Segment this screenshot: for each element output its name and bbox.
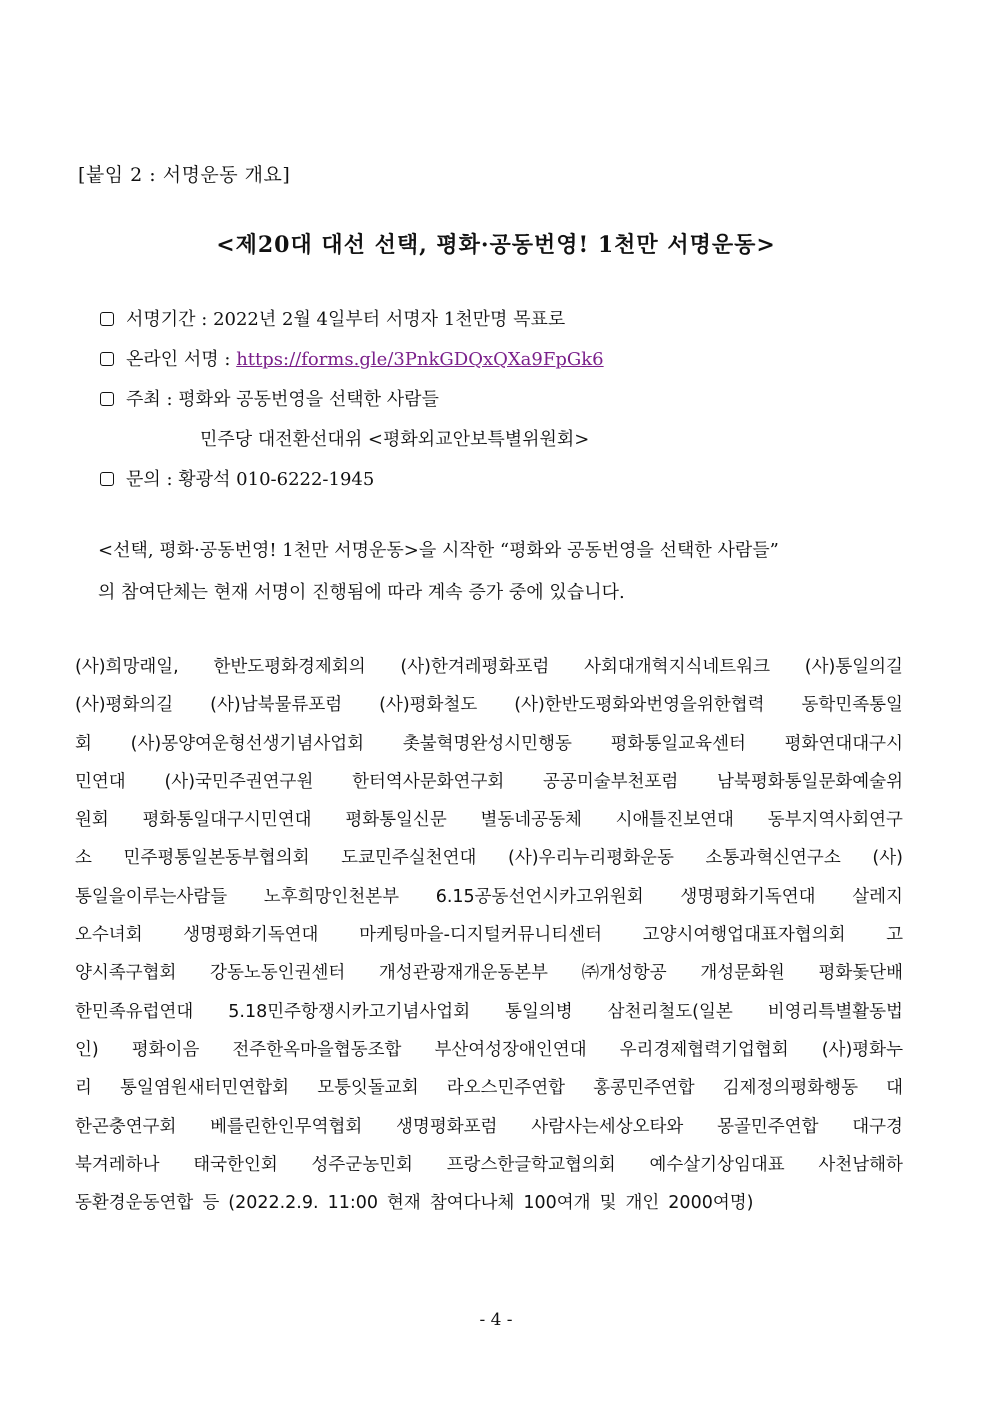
org-name: 소	[75, 848, 92, 869]
org-name: 5.18민주항쟁시카고기념사업회	[228, 1001, 471, 1022]
org-name: 100여개	[523, 1193, 591, 1214]
org-name: (사)평화철도	[379, 695, 478, 716]
org-name: 인)	[75, 1039, 99, 1060]
org-name: 사천남해하	[818, 1154, 903, 1175]
org-name: 현재	[387, 1193, 421, 1214]
contact-value: 황광석 010-6222-1945	[178, 469, 375, 490]
org-name: 동학민족통일	[801, 695, 903, 716]
org-name: 프랑스한글학교협의회	[446, 1154, 616, 1175]
org-name: 2000여명)	[668, 1193, 754, 1214]
intro-line: <선택, 평화·공동번영! 1천만 서명운동>을 시작한 “평화와 공동번영을 선택한 사람들”	[98, 540, 779, 561]
org-name: 삼천리철도(일본	[607, 1001, 733, 1022]
checkbox-square-icon	[100, 472, 114, 486]
org-name: 고	[886, 925, 903, 946]
org-name: 라오스민주연합	[446, 1078, 566, 1099]
org-line	[75, 1108, 903, 1146]
org-name: 평화연대대구시	[784, 733, 903, 754]
online-row: 온라인 서명 : https://forms.gle/3PnkGDQxQXa9FpGk6	[100, 346, 604, 386]
period-label: 서명기간	[126, 309, 196, 330]
attachment-label: [붙임 2 : 서명운동 개요]	[78, 164, 291, 186]
org-name: (사)평화의길	[75, 695, 174, 716]
org-line	[75, 839, 903, 877]
participating-orgs-list	[75, 648, 903, 1222]
org-name: 원회	[75, 810, 109, 831]
org-name: 한반도평화경제회의	[213, 657, 366, 677]
org-line	[75, 648, 903, 686]
org-name: 성주군농민회	[311, 1154, 413, 1175]
contact-label: 문의	[126, 469, 161, 490]
org-name: 남북평화통일문화예술위	[717, 771, 903, 792]
checkbox-square-icon	[100, 312, 114, 326]
org-name: 평화통일대구시민연대	[142, 810, 312, 831]
org-name: 홍콩민주연합	[593, 1078, 695, 1099]
org-name: 한터역사문화연구회	[352, 771, 505, 792]
online-signature-link[interactable]: https://forms.gle/3PnkGDQxQXa9FpGk6	[236, 349, 604, 370]
org-name: 평화이음	[131, 1039, 200, 1060]
org-name: 베를린한인무역협회	[210, 1116, 363, 1137]
org-name: 6.15공동선언시카고위원회	[435, 886, 644, 907]
org-name: 개인	[625, 1193, 660, 1214]
org-name: (사)국민주권연구원	[164, 771, 314, 792]
intro-line: 의 참여단체는 현재 서명이 진행됨에 따라 계속 증가 중에 있습니다.	[98, 582, 625, 603]
org-name: 사회대개혁지식네트워크	[584, 657, 771, 677]
org-name: ㈜개성항공	[581, 963, 667, 984]
org-name: 우리경제협력기업협회	[619, 1039, 789, 1060]
online-label: 온라인 서명	[126, 349, 219, 370]
org-name: 생명평화기독연대	[183, 925, 319, 946]
org-name: 통일을이루는사람들	[75, 886, 228, 907]
org-name: (사)평화누	[821, 1039, 903, 1060]
org-name: 사람사는세상오타와	[531, 1116, 684, 1137]
org-name: (사)몽양여운형선생기념사업회	[130, 733, 365, 754]
period-row: 서명기간 : 2022년 2월 4일부터 서명자 1천만명 목표로	[100, 306, 604, 346]
org-name: 및	[599, 1193, 617, 1214]
org-name: 부산여성장애인연대	[434, 1039, 587, 1060]
org-name: 동부지역사회연구	[767, 810, 903, 831]
org-name: 평화통일신문	[345, 810, 447, 831]
org-line	[75, 916, 903, 954]
org-name: 촛불혁명완성시민행동	[402, 733, 572, 754]
org-name: 11:00	[327, 1193, 379, 1214]
host-value-1: 평화와 공동번영을 선택한 사람들	[178, 389, 439, 410]
org-name: 생명평화기독연대	[680, 886, 816, 907]
org-name: 생명평화포럼	[396, 1116, 498, 1137]
org-name: 민주평통일본동부협의회	[123, 848, 310, 869]
org-name: 전주한옥마을협동조합	[232, 1039, 402, 1060]
org-name: 몽골민주연합	[717, 1116, 819, 1137]
org-line	[75, 878, 903, 916]
document-title: <제20대 대선 선택, 평화·공동번영! 1천만 서명운동>	[216, 232, 776, 258]
org-line	[75, 725, 903, 763]
campaign-info	[100, 306, 604, 506]
org-name: 리	[75, 1078, 92, 1099]
org-name: 예수살기상임대표	[649, 1154, 785, 1175]
org-name: 통일의병	[505, 1001, 573, 1022]
period-value: 2022년 2월 4일부터 서명자 1천만명 목표로	[213, 309, 566, 330]
checkbox-square-icon	[100, 352, 114, 366]
intro-paragraph	[98, 530, 918, 614]
org-line	[75, 1069, 903, 1107]
org-name: 별동네공동체	[480, 810, 582, 831]
org-name: 김제정의평화행동	[722, 1078, 858, 1099]
org-name: (사)	[872, 848, 903, 869]
org-name: (사)우리누리평화운동	[508, 848, 674, 869]
org-name: 평화돛단배	[818, 963, 903, 984]
org-name: (사)남북물류포럼	[210, 695, 343, 716]
org-name: 개성관광재개운동본부	[378, 963, 548, 984]
org-name: 동환경운동연합	[75, 1193, 194, 1214]
host-row: 주최 : 평화와 공동번영을 선택한 사람들	[100, 386, 604, 426]
org-name: 태국한인회	[193, 1154, 278, 1175]
org-name: (2022.2.9.	[228, 1193, 319, 1214]
org-name: 모퉁잇돌교회	[317, 1078, 419, 1099]
checkbox-square-icon	[100, 392, 114, 406]
org-name: (사)통일의길	[804, 657, 903, 677]
org-name: 시애틀진보연대	[615, 810, 734, 831]
org-name: 고양시여행업대표자협의회	[642, 925, 846, 946]
org-name: 대	[886, 1078, 903, 1099]
org-name: (사)한반도평화와번영을위한협력	[514, 695, 765, 716]
org-name: 양시족구협회	[75, 963, 177, 984]
host-label: 주최	[126, 389, 161, 410]
contact-row: 문의 : 황광석 010-6222-1945	[100, 466, 604, 506]
org-line	[75, 993, 903, 1031]
org-name: 통일염원새터민연합회	[120, 1078, 290, 1099]
org-line	[75, 1031, 903, 1069]
org-name: 개성문화원	[700, 963, 785, 984]
org-name: 살레지	[852, 886, 903, 907]
org-line	[75, 1146, 903, 1184]
host-value-2: 민주당 대전환선대위 <평화외교안보특별위원회>	[200, 429, 590, 450]
org-line	[75, 686, 903, 724]
org-line	[75, 1184, 903, 1222]
host-row-2	[100, 426, 604, 466]
org-name: (사)희망래일,	[75, 657, 179, 677]
org-line	[75, 763, 903, 801]
org-name: 강동노동인권센터	[210, 963, 346, 984]
org-name: 소통과혁신연구소	[705, 848, 841, 869]
org-line	[75, 801, 903, 839]
org-name: 비영리특별활동법	[767, 1001, 903, 1022]
org-name: 참여다나체	[429, 1193, 515, 1214]
org-name: 대구경	[852, 1116, 903, 1137]
org-name: 공공미술부천포럼	[543, 771, 679, 792]
org-name: 평화통일교육센터	[610, 733, 746, 754]
org-name: 북겨레하나	[75, 1154, 160, 1175]
org-name: 회	[75, 733, 92, 754]
org-name: 오수녀회	[75, 925, 143, 946]
org-name: 노후희망인천본부	[263, 886, 400, 907]
org-name: 한곤충연구회	[75, 1116, 177, 1137]
org-name: 등	[202, 1193, 220, 1214]
org-line	[75, 954, 903, 992]
org-name: (사)한겨레평화포럼	[400, 657, 550, 677]
org-name: 마케팅마을-디지털커뮤니티센터	[359, 925, 603, 946]
page-number: - 4 -	[479, 1310, 513, 1330]
org-name: 민연대	[75, 771, 126, 792]
org-name: 한민족유럽연대	[75, 1001, 194, 1022]
org-name: 도쿄민주실천연대	[341, 848, 477, 869]
